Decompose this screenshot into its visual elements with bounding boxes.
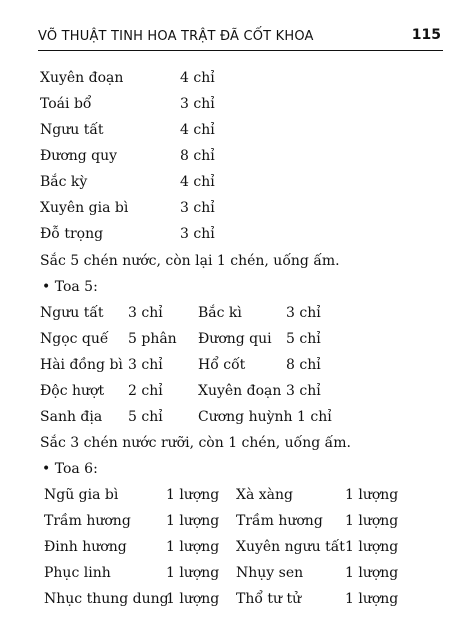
herb-name: Xuyên ngưu tất [236, 539, 345, 555]
list-item [40, 198, 440, 218]
herb-dose: 1 lượng [166, 539, 220, 555]
herb-dose: 1 lượng [345, 565, 399, 581]
herb-dose: 8 chỉ [180, 148, 215, 164]
list-item [40, 68, 440, 88]
page-number: 115 [411, 27, 441, 43]
herb-name: Đinh hương [44, 539, 127, 555]
herb-dose: 4 chỉ [180, 174, 215, 190]
herb-dose: 1 lượng [345, 539, 399, 555]
herb-name: Bắc kỳ [40, 174, 88, 190]
herb-dose: 4 chỉ [180, 122, 215, 138]
herb-name: Ngũ gia bì [44, 487, 119, 503]
herb-name: Đương qui [198, 331, 272, 347]
table-row [44, 485, 444, 505]
herb-name: Thổ tư tử [236, 591, 302, 607]
herb-name: Trầm hương [44, 513, 131, 529]
herb-dose: 3 chỉ [128, 305, 163, 321]
herb-dose: 1 lượng [166, 487, 220, 503]
herb-dose: 5 chỉ [286, 331, 321, 347]
herb-name: Hổ cốt [198, 357, 246, 373]
header-title: VÕ THUẬT TINH HOA TRẬT ĐÃ CỐT KHOA [38, 29, 314, 44]
herb-name: Xà xàng [236, 487, 293, 503]
list-item [40, 146, 440, 166]
herb-name: Đỗ trọng [40, 226, 104, 242]
herb-name: Phục linh [44, 565, 111, 581]
list-item [40, 172, 440, 192]
instruction-text: Sắc 5 chén nước, còn lại 1 chén, uống ấm. [40, 253, 340, 269]
herb-dose: 4 chỉ [180, 70, 215, 86]
table-row [44, 589, 444, 609]
herb-name: Xuyên gia bì [40, 200, 129, 216]
table-row [40, 329, 440, 349]
herb-name: Bắc kì [198, 305, 242, 321]
herb-dose: 8 chỉ [286, 357, 321, 373]
herb-dose: 3 chỉ [286, 383, 321, 399]
herb-dose: 3 chỉ [180, 96, 215, 112]
herb-name: Sanh địa [40, 409, 103, 425]
herb-dose: 3 chỉ [180, 200, 215, 216]
table-row [44, 563, 444, 583]
herb-name: Ngưu tất [40, 122, 104, 138]
herb-dose: 5 chỉ [128, 409, 163, 425]
herb-name: Hài đồng bì [40, 357, 123, 373]
herb-dose: 3 chỉ [128, 357, 163, 373]
herb-name: Cương huỳnh 1 chỉ [198, 409, 332, 425]
herb-dose: 3 chỉ [180, 226, 215, 242]
herb-name: Nhụy sen [236, 565, 304, 581]
table-row [44, 537, 444, 557]
herb-name: Xuyên đoạn [198, 383, 282, 399]
herb-name: Ngọc quế [40, 331, 109, 347]
herb-dose: 1 lượng [166, 565, 220, 581]
running-header [38, 22, 443, 51]
table-row [40, 407, 440, 427]
herb-dose: 1 lượng [345, 591, 399, 607]
herb-dose: 1 lượng [166, 513, 220, 529]
herb-dose: 5 phân [128, 331, 177, 347]
herb-dose: 3 chỉ [286, 305, 321, 321]
list-item [40, 120, 440, 140]
instruction-text: Sắc 3 chén nước rưỡi, còn 1 chén, uống ấm. [40, 435, 351, 451]
list-item [40, 224, 440, 244]
table-row [40, 303, 440, 323]
herb-name: Độc hượt [40, 383, 105, 399]
herb-name: Toái bổ [40, 96, 92, 112]
herb-name: Trầm hương [236, 513, 323, 529]
herb-name: Nhục thung dung [44, 591, 169, 607]
list-item [40, 94, 440, 114]
herb-name: Xuyên đoạn [40, 70, 124, 86]
section-heading: • Toa 6: [42, 461, 98, 477]
herb-name: Đương quy [40, 148, 118, 164]
herb-dose: 1 lượng [345, 513, 399, 529]
table-row [40, 355, 440, 375]
section-heading: • Toa 5: [42, 279, 98, 295]
herb-dose: 1 lượng [345, 487, 399, 503]
table-row [44, 511, 444, 531]
herb-dose: 2 chỉ [128, 383, 163, 399]
herb-name: Ngưu tất [40, 305, 104, 321]
table-row [40, 381, 440, 401]
herb-dose: 1 lượng [166, 591, 220, 607]
